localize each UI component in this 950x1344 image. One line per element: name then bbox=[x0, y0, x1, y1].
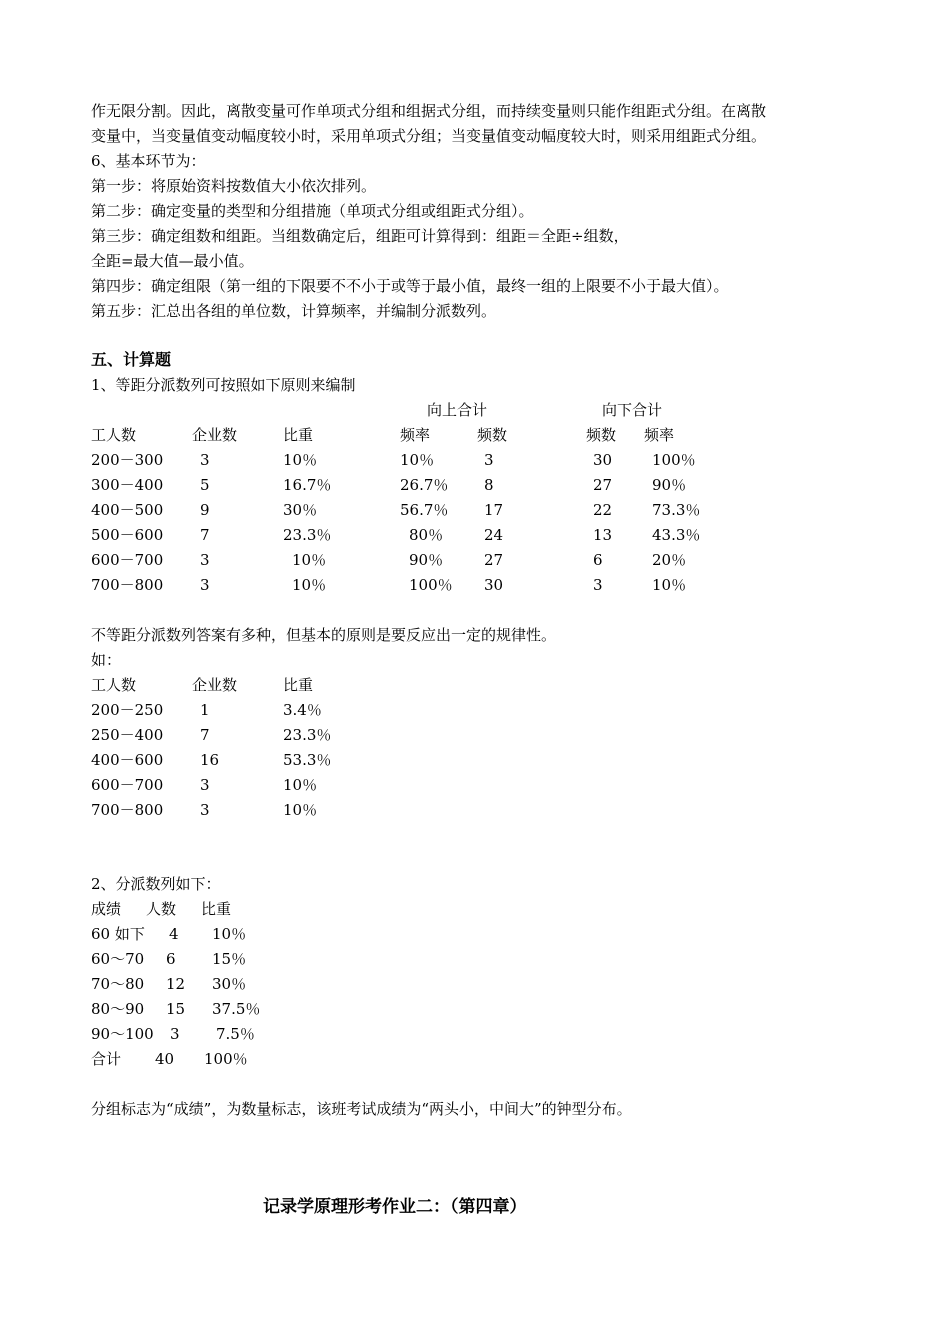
table-cell: 60 如下 bbox=[91, 925, 145, 943]
table-cell: 16 bbox=[200, 751, 220, 769]
table-cell: 27 bbox=[484, 551, 504, 569]
table-cell: 40 bbox=[155, 1050, 175, 1068]
conclusion-paragraph: 分组标志为“成绩”，为数量标志，该班考试成绩为“两头小，中间大”的钟型分布。 bbox=[91, 1100, 632, 1118]
table-cell: 56.7％ bbox=[400, 501, 449, 519]
column-header: 企业数 bbox=[192, 676, 238, 694]
table-cell: 7.5％ bbox=[216, 1025, 255, 1043]
text-line: 第一步：将原始资料按数值大小依次排列。 bbox=[91, 177, 377, 195]
table-cell: 17 bbox=[484, 501, 504, 519]
text-line: 第四步：确定组限（第一组的下限要不不小于或等于最小值，最终一组的上限要不小于最大值）。 bbox=[91, 277, 729, 295]
table-cell: 27 bbox=[593, 476, 613, 494]
table-cell: 3 bbox=[484, 451, 494, 469]
text-line: 第二步：确定变量的类型和分组措施（单项式分组或组距式分组）。 bbox=[91, 202, 534, 220]
column-header: 频数 bbox=[477, 426, 508, 444]
table-cell: 3 bbox=[200, 801, 210, 819]
paragraph: 不等距分派数列答案有多种，但基本的原则是要反应出一定的规律性。 bbox=[91, 626, 557, 644]
question-intro: 2、分派数列如下： bbox=[91, 875, 221, 893]
table-cell: 6 bbox=[593, 551, 603, 569]
column-header: 工人数 bbox=[91, 426, 137, 444]
column-header: 比重 bbox=[283, 426, 314, 444]
table-cell: 合计 bbox=[91, 1050, 122, 1068]
column-header: 工人数 bbox=[91, 676, 137, 694]
table-cell: 8 bbox=[484, 476, 494, 494]
table-cell: 3 bbox=[200, 551, 210, 569]
table-cell: 10％ bbox=[652, 576, 687, 594]
column-header: 频率 bbox=[400, 426, 431, 444]
table-cell: 12 bbox=[166, 975, 186, 993]
table-cell: 24 bbox=[484, 526, 504, 544]
table-cell: 3 bbox=[200, 776, 210, 794]
table-cell: 1 bbox=[200, 701, 210, 719]
table-cell: 53.3％ bbox=[283, 751, 332, 769]
table-cell: 37.5％ bbox=[212, 1000, 261, 1018]
text-line: 6、基本环节为： bbox=[91, 152, 206, 170]
table-cell: 200－250 bbox=[91, 701, 164, 719]
table-cell: 3 bbox=[200, 451, 210, 469]
table-cell: 15 bbox=[166, 1000, 186, 1018]
table-cell: 200－300 bbox=[91, 451, 164, 469]
column-header: 频率 bbox=[644, 426, 675, 444]
column-header: 企业数 bbox=[192, 426, 238, 444]
table-cell: 73.3％ bbox=[652, 501, 701, 519]
table-cell: 300－400 bbox=[91, 476, 164, 494]
table-cell: 400－500 bbox=[91, 501, 164, 519]
text-line: 第五步：汇总出各组的单位数，计算频率，并编制分派数列。 bbox=[91, 302, 497, 320]
table-cell: 16.7％ bbox=[283, 476, 332, 494]
group-header-up: 向上合计 bbox=[427, 401, 488, 419]
table-cell: 700－800 bbox=[91, 801, 164, 819]
table-cell: 90％ bbox=[409, 551, 444, 569]
table-cell: 10％ bbox=[283, 801, 318, 819]
table-cell: 7 bbox=[200, 526, 210, 544]
chapter-title: 记录学原理形考作业二：（第四章） bbox=[263, 1197, 527, 1217]
table-cell: 20％ bbox=[652, 551, 687, 569]
table-cell: 4 bbox=[169, 925, 179, 943]
table-cell: 700－800 bbox=[91, 576, 164, 594]
table-cell: 60～70 bbox=[91, 950, 145, 968]
column-header: 成绩 bbox=[91, 900, 122, 918]
table-cell: 43.3％ bbox=[652, 526, 701, 544]
table-cell: 90％ bbox=[652, 476, 687, 494]
table-cell: 22 bbox=[593, 501, 613, 519]
table-cell: 600－700 bbox=[91, 551, 164, 569]
column-header: 比重 bbox=[201, 900, 232, 918]
table-cell: 80～90 bbox=[91, 1000, 145, 1018]
table-cell: 70～80 bbox=[91, 975, 145, 993]
table-cell: 6 bbox=[166, 950, 176, 968]
table-cell: 100％ bbox=[652, 451, 696, 469]
table-cell: 100％ bbox=[204, 1050, 248, 1068]
question-intro: 1、等距分派数列可按照如下原则来编制 bbox=[91, 376, 356, 394]
table-cell: 30％ bbox=[212, 975, 247, 993]
table-cell: 26.7％ bbox=[400, 476, 449, 494]
table-cell: 90～100 bbox=[91, 1025, 154, 1043]
table-cell: 10％ bbox=[283, 776, 318, 794]
column-header: 比重 bbox=[283, 676, 314, 694]
text-line: 全距=最大值—最小值。 bbox=[91, 252, 254, 270]
table-cell: 3 bbox=[200, 576, 210, 594]
text-line: 变量中，当变量值变动幅度较小时，采用单项式分组；当变量值变动幅度较大时，则采用组距式分组。 bbox=[91, 127, 767, 145]
table-cell: 5 bbox=[200, 476, 210, 494]
table-cell: 100％ bbox=[409, 576, 453, 594]
table-cell: 23.3％ bbox=[283, 726, 332, 744]
table-cell: 250－400 bbox=[91, 726, 164, 744]
table-cell: 400－600 bbox=[91, 751, 164, 769]
table-cell: 80％ bbox=[409, 526, 444, 544]
table-cell: 13 bbox=[593, 526, 613, 544]
table-cell: 30 bbox=[484, 576, 504, 594]
table-cell: 3 bbox=[593, 576, 603, 594]
table-cell: 10％ bbox=[212, 925, 247, 943]
table-cell: 10％ bbox=[292, 576, 327, 594]
column-header: 频数 bbox=[586, 426, 617, 444]
table-cell: 30 bbox=[593, 451, 613, 469]
table-cell: 600－700 bbox=[91, 776, 164, 794]
paragraph: 如： bbox=[91, 651, 122, 669]
table-cell: 10％ bbox=[292, 551, 327, 569]
table-cell: 10％ bbox=[283, 451, 318, 469]
table-cell: 3 bbox=[170, 1025, 180, 1043]
group-header-down: 向下合计 bbox=[602, 401, 663, 419]
table-cell: 9 bbox=[200, 501, 210, 519]
table-cell: 30％ bbox=[283, 501, 318, 519]
table-cell: 500－600 bbox=[91, 526, 164, 544]
table-cell: 10％ bbox=[400, 451, 435, 469]
column-header: 人数 bbox=[146, 900, 177, 918]
table-cell: 3.4％ bbox=[283, 701, 322, 719]
table-cell: 23.3％ bbox=[283, 526, 332, 544]
table-cell: 15％ bbox=[212, 950, 247, 968]
text-line: 第三步：确定组数和组距。当组数确定后，组距可计算得到：组距＝全距÷组数， bbox=[91, 227, 629, 245]
section-heading: 五、计算题 bbox=[91, 350, 172, 369]
table-cell: 7 bbox=[200, 726, 210, 744]
text-line: 作无限分割。因此，离散变量可作单项式分组和组据式分组，而持续变量则只能作组距式分组。在离散 bbox=[91, 102, 767, 120]
